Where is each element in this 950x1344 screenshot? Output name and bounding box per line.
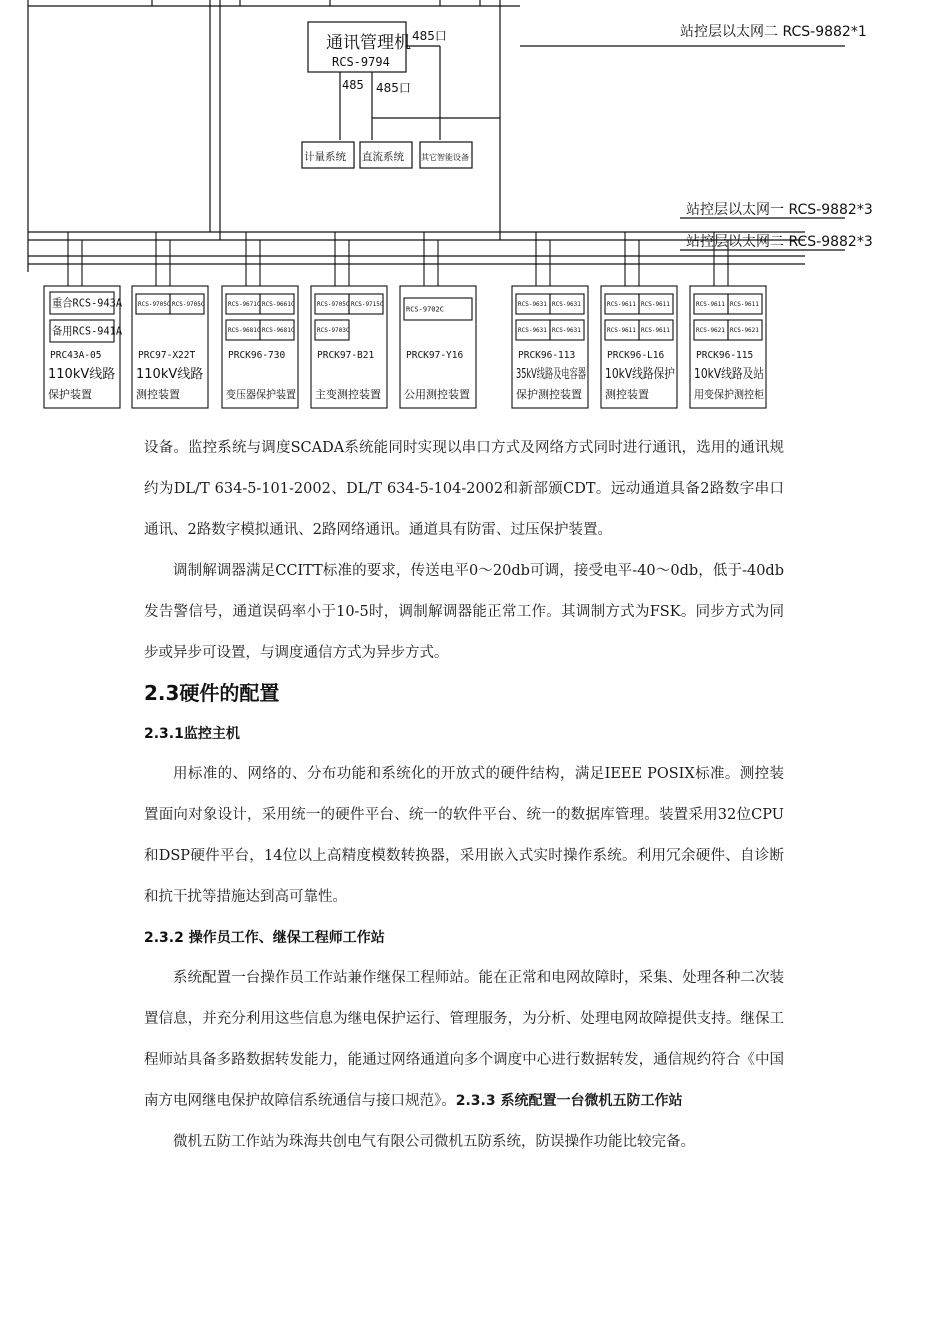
cabinet-model: PRCK96-113 (518, 350, 576, 361)
module-label: RCS-9611 (607, 301, 636, 308)
module-label: RCS-9631 (518, 327, 547, 334)
module-label: RCS-9631 (552, 327, 581, 334)
subsection-heading-operator: 2.3.2 操作员工作、继保工程师工作站 (144, 930, 385, 946)
module-label: RCS-9631 (552, 301, 581, 308)
cabinet-line-2: 公用测控装置 (404, 388, 470, 401)
cabinet-model: PRCK96-115 (696, 350, 754, 361)
document-body (144, 428, 784, 1163)
cabinet-line-2: 保护测控装置 (516, 388, 582, 401)
cabinet-line-2: 主变测控装置 (315, 388, 381, 401)
subsystem-metering: 计量系统 (304, 151, 346, 163)
port-label-right: 485口 (412, 29, 447, 43)
module-label: RCS-9611 (696, 301, 725, 308)
cabinet-model: PRCK96-730 (228, 350, 286, 361)
module-label: RCS-9611 (730, 301, 759, 308)
cabinet-line-2: 测控装置 (605, 388, 649, 401)
cabinet-line-1: 110kV线路 (136, 367, 204, 382)
module-label: RCS-9681C (262, 327, 295, 334)
net-label-a: 站控层以太网一 RCS-9882*3 (686, 202, 873, 218)
paragraph-scada: 设备。监控系统与调度SCADA系统能同时实现以串口方式及网络方式同时进行通讯，选用的通讯规约为DL/T 634-5-101-2002、DL/T 634-5-104-2002和新部颁CDT。远动通道具备2路数字串口通讯、2路数字模拟通讯、2路网络通讯。通道具有防雷、过压保护装置。 (144, 440, 784, 538)
module-label: RCS-9661C (262, 301, 295, 308)
cabinet-line-1: 110kV线路 (48, 367, 116, 382)
module-label: RCS-9705C (172, 301, 205, 308)
module-label: RCS-9611 (607, 327, 636, 334)
port-label-mid: 485口 (376, 81, 411, 95)
module-label: RCS-9621 (730, 327, 759, 334)
net-label-top: 站控层以太网二 RCS-9882*1 (680, 24, 867, 40)
module-label: RCS-9631 (518, 301, 547, 308)
subsystem-dc: 直流系统 (362, 151, 404, 163)
network-diagram (0, 0, 950, 420)
paragraph-modem: 调制解调器满足CCITT标准的要求，传送电平0～20db可调，接受电平-40～0db，低于-40db发告警信号，通道误码率小于10-5时，调制解调器能正常工作。其调制方式为FSK。同步方式为同步或异步可设置，与调度通信方式为异步方式。 (144, 563, 784, 661)
net-label-b: 站控层以太网二 RCS-9882*3 (686, 234, 873, 250)
cabinet-model: PRCK96-L16 (607, 350, 665, 361)
cabinet-model: PRC43A-05 (50, 350, 102, 361)
cabinet-line-2: 测控装置 (136, 388, 180, 401)
section-heading-hardware: 2.3硬件的配置 (144, 681, 280, 705)
module-label: RCS-9621 (696, 327, 725, 334)
module-label: 备用RCS-941A (52, 324, 123, 338)
cabinet-line-2: 变压器保护装置 (226, 388, 303, 401)
paragraph-operator-text: 系统配置一台操作员工作站兼作继保工程师站。能在正常和电网故障时，采集、处理各种二次装置信息，并充分利用这些信息为继电保护运行、管理服务，为分析、处理电网故障提供支持。继保工程师站具备多路数据转发能力，能通过网络通道向多个调度中心进行数据转发，通信规约符合《中国南方电网继电保护故障信系统通信与接口规范》。 (144, 970, 784, 1109)
cabinet-line-2: 用变保护测控柜 (694, 388, 771, 401)
subsection-heading-host: 2.3.1监控主机 (144, 726, 240, 742)
module-label: RCS-9715C (351, 301, 384, 308)
subsection-heading-five-prevention: 2.3.3 系统配置一台微机五防工作站 (455, 1093, 683, 1109)
module-label: RCS-9681C (228, 327, 261, 334)
cabinet-model: PRCK97-Y16 (406, 350, 464, 361)
cabinet-line-2: 保护装置 (48, 388, 92, 401)
module-label: RCS-9611 (641, 327, 670, 334)
paragraph-five-prevention: 微机五防工作站为珠海共创电气有限公司微机五防系统，防误操作功能比较完备。 (173, 1134, 695, 1150)
module-label: RCS-9705C (138, 301, 171, 308)
cabinet-line-1: 35kV线路及电容器 (516, 367, 627, 382)
subsystem-other: 其它智能设备 (421, 153, 469, 162)
comm-manager-model: RCS-9794 (332, 55, 390, 69)
module-label: RCS-9703C (317, 327, 350, 334)
module-label: RCS-9702C (406, 305, 444, 314)
paragraph-operator (144, 958, 784, 1122)
port-label-left: 485 (342, 78, 364, 92)
module-label: RCS-9671C (228, 301, 261, 308)
paragraph-host: 用标准的、网络的、分布功能和系统化的开放式的硬件结构，满足IEEE POSIX标准。测控装置面向对象设计，采用统一的硬件平台、统一的软件平台、统一的数据库管理。装置采用32位CPU和DSP硬件平台，14位以上高精度模数转换器，采用嵌入式实时操作系统。利用冗余硬件、自诊断和抗干扰等措施达到高可靠性。 (144, 766, 784, 905)
cabinet-model: PRCK97-B21 (317, 350, 375, 361)
module-label: 重合RCS-943A (52, 296, 127, 310)
comm-manager-title: 通讯管理机 (326, 33, 411, 53)
module-label: RCS-9705C (317, 301, 350, 308)
cabinet-line-1: 10kV线路及站 (694, 367, 779, 382)
cabinet-model: PRC97-X22T (138, 350, 196, 361)
module-label: RCS-9611 (641, 301, 670, 308)
cabinet-line-1: 10kV线路保护 (605, 367, 690, 382)
